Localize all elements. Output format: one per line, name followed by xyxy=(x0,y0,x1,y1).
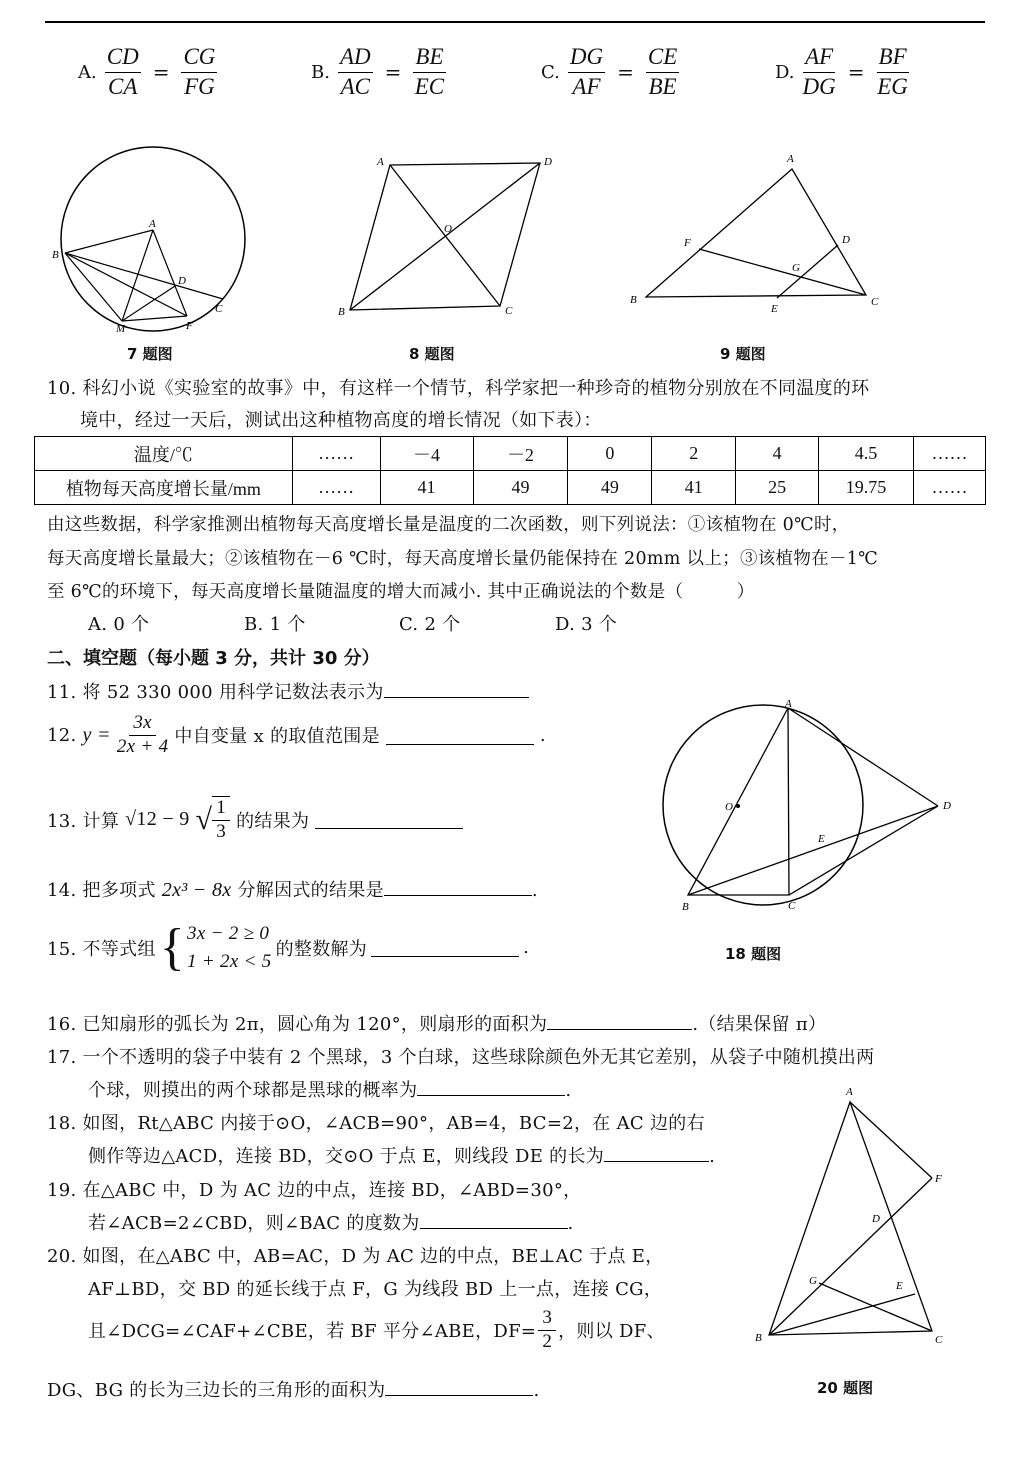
answer-blank[interactable] xyxy=(386,726,534,745)
q10-line2: 境中，经过一天后，测试出这种植物高度的增长情况（如下表）： xyxy=(80,410,602,431)
fig8-label-a: A xyxy=(377,156,384,168)
q10-line1: 10. 科幻小说《实验室的故事》中，有这样一个情节，科学家把一种珍奇的植物分别放在不同温度的环 xyxy=(47,378,870,399)
fig20-label-c: C xyxy=(935,1334,943,1346)
fig20-label-b: B xyxy=(755,1332,762,1344)
fig18-label-o: O xyxy=(725,801,733,813)
fig8-label-o: O xyxy=(444,223,452,235)
answer-blank[interactable] xyxy=(384,877,532,896)
answer-blank[interactable] xyxy=(417,1077,565,1096)
fig20-label-f: F xyxy=(935,1173,942,1185)
q17-line2: 个球，则摸出的两个球都是黑球的概率为 . xyxy=(88,1076,571,1102)
caption-fig18: 18 题图 xyxy=(725,945,782,963)
fig20-label-a: A xyxy=(846,1086,853,1098)
fig7-label-c: C xyxy=(215,303,223,315)
q12: 12. y = $\frac{3x}{2x + 4}$ 中自变量 x 的取值范围是 . xyxy=(47,712,546,757)
caption-fig8: 8 题图 xyxy=(409,345,455,363)
answer-blank[interactable] xyxy=(315,810,463,829)
q16: 16. 已知扇形的弧长为 2π，圆心角为 120°，则扇形的面积为 .（结果保留 π） xyxy=(47,1010,826,1036)
fig7-label-d: D xyxy=(178,275,186,287)
answer-blank[interactable] xyxy=(604,1143,709,1162)
fig8-label-d: D xyxy=(544,156,552,168)
q11: 11. 将 52 330 000 用科学记数法表示为 xyxy=(47,678,529,704)
caption-fig9: 9 题图 xyxy=(720,345,766,363)
fig9-label-d: D xyxy=(842,234,850,246)
caption-fig20: 20 题图 xyxy=(817,1379,874,1397)
fig20-label-g: G xyxy=(809,1275,817,1287)
section-title: 二、填空题（每小题 3 分，共计 30 分） xyxy=(47,648,380,669)
q20-line4: DG、BG 的长为三边长的三角形的面积为 . xyxy=(47,1376,540,1402)
answer-blank[interactable] xyxy=(547,1011,692,1030)
table-row: 温度/℃ …… －4 －2 0 2 4 4.5 …… xyxy=(35,437,986,471)
answer-blank[interactable] xyxy=(384,679,529,698)
answer-blank[interactable] xyxy=(420,1210,568,1229)
q19-line1: 19. 在△ABC 中，D 为 AC 边的中点，连接 BD，∠ABD=30°， xyxy=(47,1180,582,1201)
fig9-label-e: E xyxy=(771,303,778,315)
q18-line2: 侧作等边△ACD，连接 BD，交⊙O 于点 E，则线段 DE 的长为 . xyxy=(88,1142,715,1168)
q13: 13. 计算 √12 − 9 √ 1 3 的结果为 xyxy=(47,796,463,844)
figure-20 xyxy=(745,1075,960,1375)
fig7-label-b: B xyxy=(52,249,59,261)
caption-fig7: 7 题图 xyxy=(127,345,173,363)
q10-line5: 至 6℃的环境下，每天高度增长量随温度的增大而减小. 其中正确说法的个数是（ ） xyxy=(47,582,755,602)
q10-choice-b: B. 1 个 xyxy=(244,614,306,635)
fig18-label-a: A xyxy=(785,698,792,710)
option-b: B. $\frac{AD}{AC}$ = $\frac{BE}{EC}$ xyxy=(311,44,445,99)
q10-line3: 由这些数据，科学家推测出植物每天高度增长量是温度的二次函数，则下列说法：①该植物在 0℃时， xyxy=(47,515,850,535)
q20-line3: 且∠DCG=∠CAF+∠CBE，若 BF 平分∠ABE，DF= $\frac{3}{2}$ ，则以 DF、 xyxy=(88,1307,665,1352)
table-row: 植物每天高度增长量/mm …… 41 49 49 41 25 19.75 …… xyxy=(35,471,986,505)
q15: 15. 不等式组 { 3x − 2 ≥ 0 1 + 2x < 5 的整数解为 . xyxy=(47,918,530,976)
fig9-label-g: G xyxy=(792,262,800,274)
fig7-label-a: A xyxy=(149,218,156,230)
fig20-label-d: D xyxy=(872,1213,880,1225)
q18-line1: 18. 如图，Rt△ABC 内接于⊙O，∠ACB=90°，AB=4，BC=2，在 AC 边的右 xyxy=(47,1113,705,1134)
option-a: A. $\frac{CD}{CA}$ = $\frac{CG}{FG}$ xyxy=(78,44,216,99)
fig7-label-m: M xyxy=(116,323,126,335)
top-rule xyxy=(45,21,985,23)
q14: 14. 把多项式 2x³ − 8x 分解因式的结果是 . xyxy=(47,879,538,901)
fig18-label-c: C xyxy=(788,900,796,912)
q10-line4: 每天高度增长量最大；②该植物在－6 ℃时，每天高度增长量仍能保持在 20mm 以上；③该植物在－1℃ xyxy=(47,549,879,569)
fig18-label-b: B xyxy=(682,901,689,913)
fig8-label-c: C xyxy=(505,305,513,317)
fig18-label-e: E xyxy=(818,833,825,845)
fig9-label-f: F xyxy=(684,237,691,249)
q20-line1: 20. 如图，在△ABC 中，AB=AC，D 为 AC 边的中点，BE⊥AC 于点 E， xyxy=(47,1246,664,1267)
q17-line1: 17. 一个不透明的袋子中装有 2 个黑球，3 个白球，这些球除颜色外无其它差别，从袋子中随机摸出两 xyxy=(47,1047,875,1068)
fig7-label-f: F xyxy=(186,320,193,332)
q19-line2: 若∠ACB=2∠CBD，则∠BAC 的度数为 . xyxy=(88,1209,574,1235)
fig8-label-b: B xyxy=(338,306,345,318)
figure-18 xyxy=(628,695,963,925)
q20-line2: AF⊥BD，交 BD 的延长线于点 F，G 为线段 BD 上一点，连接 CG， xyxy=(88,1279,663,1300)
q10-table xyxy=(34,436,986,505)
fig9-label-a: A xyxy=(787,153,794,165)
answer-blank[interactable] xyxy=(371,938,519,957)
q10-choice-d: D. 3 个 xyxy=(555,614,618,635)
fig9-label-b: B xyxy=(630,294,637,306)
fig18-label-d: D xyxy=(943,800,951,812)
figure-8 xyxy=(330,150,560,325)
answer-blank[interactable] xyxy=(385,1377,533,1396)
q10-choice-a: A. 0 个 xyxy=(88,614,150,635)
fig9-label-c: C xyxy=(871,296,879,308)
fig20-label-e: E xyxy=(896,1280,903,1292)
q10-choice-c: C. 2 个 xyxy=(399,614,461,635)
option-d: D. $\frac{AF}{DG}$ = $\frac{BF}{EG}$ xyxy=(775,44,908,99)
figure-9 xyxy=(620,145,890,320)
figure-7 xyxy=(45,140,260,340)
option-c: C. $\frac{DG}{AF}$ = $\frac{CE}{BE}$ xyxy=(541,44,678,99)
